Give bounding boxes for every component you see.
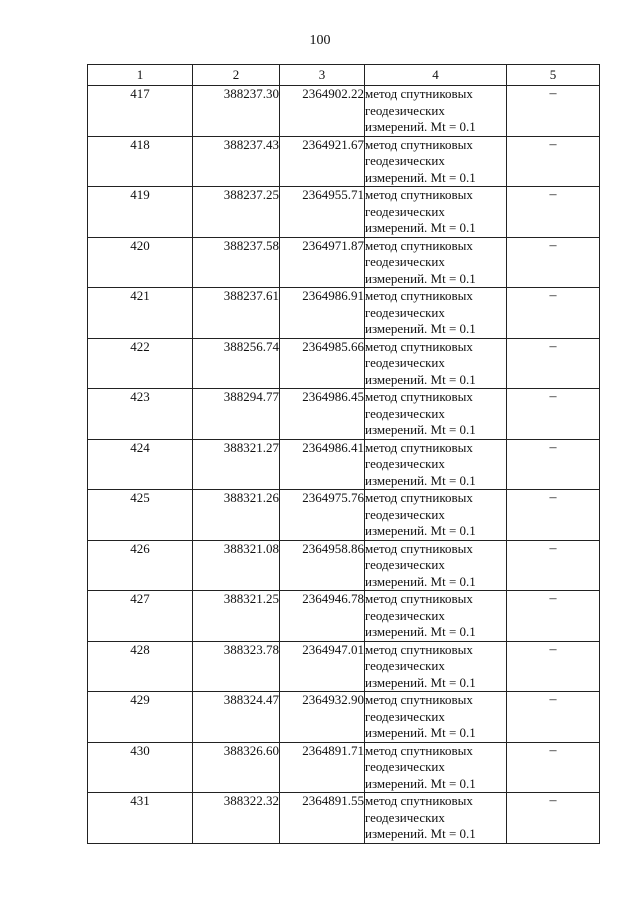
method-line: измерений. Mt = 0.1 [365, 422, 476, 437]
method-line: метод спутниковых [365, 490, 473, 505]
point-number-cell: 418 [88, 136, 193, 187]
method-line: метод спутниковых [365, 540, 473, 556]
point-number-cell: 431 [88, 793, 193, 844]
method-line: измерений. Mt = 0.1 [365, 826, 476, 841]
method-line: измерений. Mt = 0.1 [365, 321, 476, 336]
method-cell [365, 742, 507, 793]
method-line: геодезических [365, 254, 445, 269]
method-line: измерений. Mt = 0.1 [365, 169, 476, 185]
y-coordinate-cell: 2364947.01 [280, 641, 365, 692]
method-line: геодезических [365, 607, 445, 623]
note-cell: – [507, 288, 600, 339]
note-cell: – [507, 86, 600, 137]
y-coordinate-cell: 2364891.55 [280, 793, 365, 844]
y-coordinate-cell: 2364921.67 [280, 136, 365, 187]
x-coordinate-cell: 388323.78 [193, 641, 280, 692]
y-coordinate-cell: 2364946.78 [280, 591, 365, 642]
table-row [88, 692, 600, 743]
table-row [88, 439, 600, 490]
method-line: геодезических [365, 456, 445, 471]
point-number-cell: 428 [88, 641, 193, 692]
column-header-point-number: 1 [88, 65, 193, 86]
point-number-cell: 417 [88, 86, 193, 137]
method-line: геодезических [365, 203, 445, 219]
point-number-cell: 430 [88, 742, 193, 793]
point-number-cell: 420 [88, 237, 193, 288]
method-line: метод спутниковых [365, 136, 473, 152]
method-line: метод спутниковых [365, 692, 473, 707]
method-cell [365, 591, 507, 642]
column-header-method: 4 [365, 65, 507, 86]
method-line: метод спутниковых [365, 641, 473, 657]
note-cell: – [507, 793, 600, 844]
table-row [88, 136, 600, 187]
table-row [88, 389, 600, 440]
table-header-row [88, 65, 600, 86]
column-header-x: 2 [193, 65, 280, 86]
method-line: метод спутниковых [365, 288, 473, 303]
y-coordinate-cell: 2364986.91 [280, 288, 365, 339]
table-row [88, 591, 600, 642]
table-row [88, 288, 600, 339]
method-cell [365, 389, 507, 440]
y-coordinate-cell: 2364958.86 [280, 540, 365, 591]
point-number-cell: 421 [88, 288, 193, 339]
column-header-note: 5 [507, 65, 600, 86]
table-row [88, 793, 600, 844]
x-coordinate-cell: 388321.26 [193, 490, 280, 541]
x-coordinate-cell: 388237.61 [193, 288, 280, 339]
note-cell: – [507, 237, 600, 288]
x-coordinate-cell: 388237.30 [193, 86, 280, 137]
page-number: 100 [309, 33, 331, 48]
table-row [88, 338, 600, 389]
point-number-cell: 429 [88, 692, 193, 743]
method-line: геодезических [365, 557, 445, 572]
point-number-cell: 425 [88, 490, 193, 541]
note-cell: – [507, 338, 600, 389]
method-line: метод спутниковых [365, 338, 473, 354]
y-coordinate-cell: 2364971.87 [280, 237, 365, 288]
x-coordinate-cell: 388237.25 [193, 187, 280, 238]
x-coordinate-cell: 388322.32 [193, 793, 280, 844]
note-cell: – [507, 187, 600, 238]
method-line: геодезических [365, 506, 445, 522]
method-line: геодезических [365, 759, 445, 774]
note-cell: – [507, 439, 600, 490]
method-cell [365, 439, 507, 490]
method-line: измерений. Mt = 0.1 [365, 775, 476, 791]
table-row [88, 187, 600, 238]
x-coordinate-cell: 388294.77 [193, 389, 280, 440]
y-coordinate-cell: 2364932.90 [280, 692, 365, 743]
method-cell [365, 338, 507, 389]
method-cell [365, 641, 507, 692]
method-line: измерений. Mt = 0.1 [365, 573, 476, 589]
point-number-cell: 423 [88, 389, 193, 440]
method-line: геодезических [365, 355, 445, 370]
table-row [88, 742, 600, 793]
point-number-cell: 427 [88, 591, 193, 642]
note-cell: – [507, 136, 600, 187]
method-line: метод спутниковых [365, 742, 473, 758]
column-header-y: 3 [280, 65, 365, 86]
method-line: геодезических [365, 153, 445, 168]
method-line: метод спутниковых [365, 86, 473, 101]
method-cell [365, 237, 507, 288]
method-line: измерений. Mt = 0.1 [365, 624, 476, 639]
table-row [88, 540, 600, 591]
x-coordinate-cell: 388324.47 [193, 692, 280, 743]
x-coordinate-cell: 388237.58 [193, 237, 280, 288]
method-line: геодезических [365, 658, 445, 673]
method-line: метод спутниковых [365, 187, 473, 202]
method-line: геодезических [365, 304, 445, 320]
method-line: измерений. Mt = 0.1 [365, 270, 476, 286]
x-coordinate-cell: 388321.25 [193, 591, 280, 642]
method-line: измерений. Mt = 0.1 [365, 523, 476, 538]
method-cell [365, 692, 507, 743]
method-line: измерений. Mt = 0.1 [365, 725, 476, 740]
point-number-cell: 419 [88, 187, 193, 238]
note-cell: – [507, 641, 600, 692]
method-line: геодезических [365, 809, 445, 825]
note-cell: – [507, 692, 600, 743]
table-row [88, 237, 600, 288]
method-line: геодезических [365, 102, 445, 118]
y-coordinate-cell: 2364955.71 [280, 187, 365, 238]
method-line: измерений. Mt = 0.1 [365, 472, 476, 488]
method-line: измерений. Mt = 0.1 [365, 220, 476, 235]
table-body [88, 86, 600, 844]
y-coordinate-cell: 2364986.45 [280, 389, 365, 440]
point-number-cell: 424 [88, 439, 193, 490]
method-cell [365, 288, 507, 339]
method-cell [365, 136, 507, 187]
method-cell [365, 86, 507, 137]
method-line: метод спутниковых [365, 389, 473, 404]
y-coordinate-cell: 2364975.76 [280, 490, 365, 541]
x-coordinate-cell: 388321.08 [193, 540, 280, 591]
method-line: измерений. Mt = 0.1 [365, 674, 476, 690]
x-coordinate-cell: 388321.27 [193, 439, 280, 490]
note-cell: – [507, 591, 600, 642]
note-cell: – [507, 490, 600, 541]
y-coordinate-cell: 2364986.41 [280, 439, 365, 490]
y-coordinate-cell: 2364891.71 [280, 742, 365, 793]
y-coordinate-cell: 2364902.22 [280, 86, 365, 137]
method-line: геодезических [365, 708, 445, 724]
method-line: метод спутниковых [365, 591, 473, 606]
note-cell: – [507, 540, 600, 591]
method-line: измерений. Mt = 0.1 [365, 119, 476, 134]
x-coordinate-cell: 388256.74 [193, 338, 280, 389]
method-cell [365, 793, 507, 844]
method-line: метод спутниковых [365, 237, 473, 253]
method-line: измерений. Mt = 0.1 [365, 371, 476, 387]
table-row [88, 641, 600, 692]
table-row [88, 490, 600, 541]
point-number-cell: 422 [88, 338, 193, 389]
coordinates-table [87, 64, 600, 844]
x-coordinate-cell: 388237.43 [193, 136, 280, 187]
note-cell: – [507, 742, 600, 793]
point-number-cell: 426 [88, 540, 193, 591]
method-line: метод спутниковых [365, 439, 473, 455]
method-cell [365, 490, 507, 541]
method-cell [365, 187, 507, 238]
note-cell: – [507, 389, 600, 440]
table-row [88, 86, 600, 137]
y-coordinate-cell: 2364985.66 [280, 338, 365, 389]
method-line: метод спутниковых [365, 793, 473, 808]
method-cell [365, 540, 507, 591]
x-coordinate-cell: 388326.60 [193, 742, 280, 793]
method-line: геодезических [365, 405, 445, 421]
